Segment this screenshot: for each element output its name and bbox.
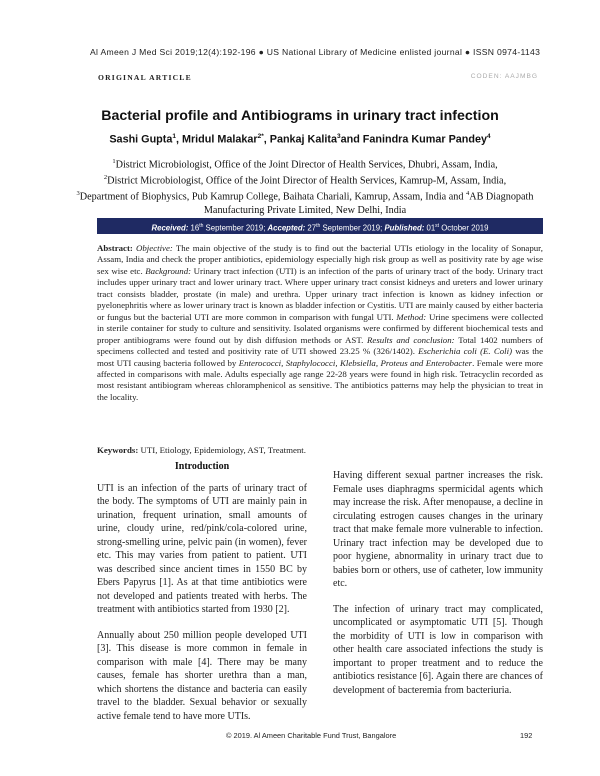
left-column xyxy=(97,460,307,735)
journal-citation-line: Al Ameen J Med Sci 2019;12(4):192-196 ● US National Library of Medicine enlisted journal ● ISSN 0974-1143 xyxy=(90,47,541,57)
keywords xyxy=(97,445,543,455)
affiliation-text: AB Diagnopath Manufacturing Private Limited, New Delhi, India xyxy=(203,191,534,216)
author-affiliation-mark: 3 xyxy=(336,133,341,140)
published-label: Published: xyxy=(384,223,425,233)
author-affiliation-mark: 4 xyxy=(487,133,491,140)
body-paragraph: UTI is an infection of the parts of urinary tract of the body. The symptoms of UTI are mainly pain in urination, frequent urination, small amounts of urine, cloudy urine, red/pink/cola-colored urine, strong-smelling urine, pelvic pain (in women), fever etc. This may varies from patient to patient. UTI was described since ancient times in 1550 BC by Ebers Papyrus [1]. As at that time antibiotics were not developed and patients treated with herbs. The treatment with antibiotics started from 1930 [2]. xyxy=(97,482,307,615)
published-date: October 2019 xyxy=(441,223,489,233)
page-number: 192 xyxy=(520,731,533,740)
keywords-text: UTI, Etiology, Epidemiology, AST, Treatment. xyxy=(140,445,306,455)
accepted-label: Accepted: xyxy=(267,223,306,233)
background-label: Background: xyxy=(145,265,192,276)
results-text: Total 1402 numbers of specimens collected and tested and positivity rate of UTI showed 23.25 % (326/1402). xyxy=(97,334,543,357)
background-text: Urinary tract infection (UTI) is an infection of the parts of urinary tract of the body. Urinary tract includes upper urinary tract and lower urinary tract. Where upper urinary tract consist kidneys and ureters and lower urinary tract consists bladder, prostate (in male) and urethra. Upper urinary tract infection is known as kidney infection or pyelonephritis where as lower urinary tract is known as bladder infection or Cystitis. UTI are mainly caused by either bacteria or fungus but the bacterial UTI are more common in comparison with fungal UTI. xyxy=(97,265,543,322)
affiliation-mark: 2 xyxy=(103,174,108,182)
body-paragraph: Annually about 250 million people developed UTI [3]. This disease is more common in female in comparison with male [4]. There may be many causes, female has shorter urethra than a man, which shortens the distance and bacteria can easily travel to the bladder. Sexual behavior or sexually active female tend to have more UTIs. xyxy=(97,629,307,722)
received-label: Received: xyxy=(151,223,189,233)
author-name: Sashi Gupta xyxy=(109,133,173,146)
received-day: 16 xyxy=(190,223,200,233)
objective-label: Objective: xyxy=(136,243,173,253)
article-title: Bacterial profile and Antibiograms in urinary tract infection xyxy=(101,108,499,124)
affiliation-mark: 4 xyxy=(465,190,470,198)
accepted-day: 27 xyxy=(307,223,317,233)
abstract-label: Abstract: xyxy=(97,243,133,253)
affiliation-text: Department of Biophysics, Pub Kamrup College, Baihata Chariali, Kamrup, Assam, India and xyxy=(79,191,466,203)
objective-text: The main objective of the study is to find out the bacterial UTIs etiology in the locality of Sonapur, Assam, India and check the proper antibiotics, epidemiology especially high risk group as well as positivity rate by age wise sex wise etc. xyxy=(97,243,543,276)
right-column xyxy=(333,469,543,709)
received-ordinal: th xyxy=(199,223,204,229)
coden-label: CODEN: AAJMBG xyxy=(470,73,538,80)
organism-names: Enterococci, Staphylococci, Klebsiella, Proteus and Enterobacter xyxy=(238,357,473,368)
affiliation-text: District Microbiologist, Office of the Joint Director of Health Services, Kamrup-M, Assam, India, xyxy=(107,175,507,187)
affiliations xyxy=(60,156,550,217)
author-name: Mridul Malakar xyxy=(181,133,258,146)
affiliation-mark: 3 xyxy=(76,190,80,198)
publication-dates-bar xyxy=(97,218,543,234)
copyright-footer: © 2019. Al Ameen Charitable Fund Trust, Bangalore xyxy=(226,731,397,740)
abstract xyxy=(97,243,543,403)
method-text: Urine specimens were collected in sterile container for study to culture and sensitivity. Isolated organisms were confirmed by different biochemical tests and proper antibiograms were found out by dish diffusion methods or AST. xyxy=(97,311,543,345)
author-name: Pankaj Kalita xyxy=(269,133,337,146)
author-affiliation-mark: 1 xyxy=(172,133,176,140)
body-paragraph: The infection of urinary tract may complicated, uncomplicated or asymptomatic UTI [5]. Though the morbidity of UTI is low in comparison with other health care associated infections the study is important to proper treatment and to reduce the antibiotics resistance [6]. Again there are chances of development of bacteremia from bacteriuria. xyxy=(333,603,543,696)
affiliation-mark: 1 xyxy=(112,158,116,165)
results-text: . Female were more affected in comparisons with male. Adults especially age range 22-28 years were found in high risk. Tetracyclin recorded as most resistant antibiogram whereas chloramphenicol as sensitive. The antibiotics patterns may help the physician to treat in the locality. xyxy=(97,357,543,402)
author-affiliation-mark: 2* xyxy=(257,133,264,140)
results-text: was the most UTI causing bacteria followed by xyxy=(97,346,543,368)
accepted-ordinal: th xyxy=(316,223,321,229)
introduction-heading: Introduction xyxy=(174,461,230,472)
article-type-label: ORIGINAL ARTICLE xyxy=(98,73,192,82)
affiliation-text: District Microbiologist, Office of the Joint Director of Health Services, Dhubri, Assam, India, xyxy=(115,159,498,171)
published-day: 01 xyxy=(426,223,436,233)
published-ordinal: st xyxy=(435,223,440,229)
author-name: Fanindra Kumar Pandey xyxy=(362,133,487,146)
ecoli-name: Escherichia coli (E. Coli) xyxy=(418,346,513,357)
body-paragraph: Having different sexual partner increases the risk. Female uses diaphragms spermicidal agents which may increase the risk. After menopause, a decline in circulating estrogen causes changes in the urinary tract that make female more vulnerable to infection. Urinary tract infection may be developed due to poor hygiene, abnormality in urinary tract due to babies born or others, use of catheter, low immunity etc. xyxy=(333,470,543,589)
author-list: Sashi Gupta$^1$, Mridul Malakar$^{2*}$, Pankaj Kalita$^3$and Fanindra Kumar Pandey$^4$ xyxy=(109,133,491,146)
received-date: September 2019; xyxy=(205,223,266,233)
results-label: Results and conclusion: xyxy=(367,334,455,345)
method-label: Method: xyxy=(396,311,427,322)
keywords-label: Keywords: xyxy=(97,445,139,455)
accepted-date: September 2019; xyxy=(322,223,383,233)
